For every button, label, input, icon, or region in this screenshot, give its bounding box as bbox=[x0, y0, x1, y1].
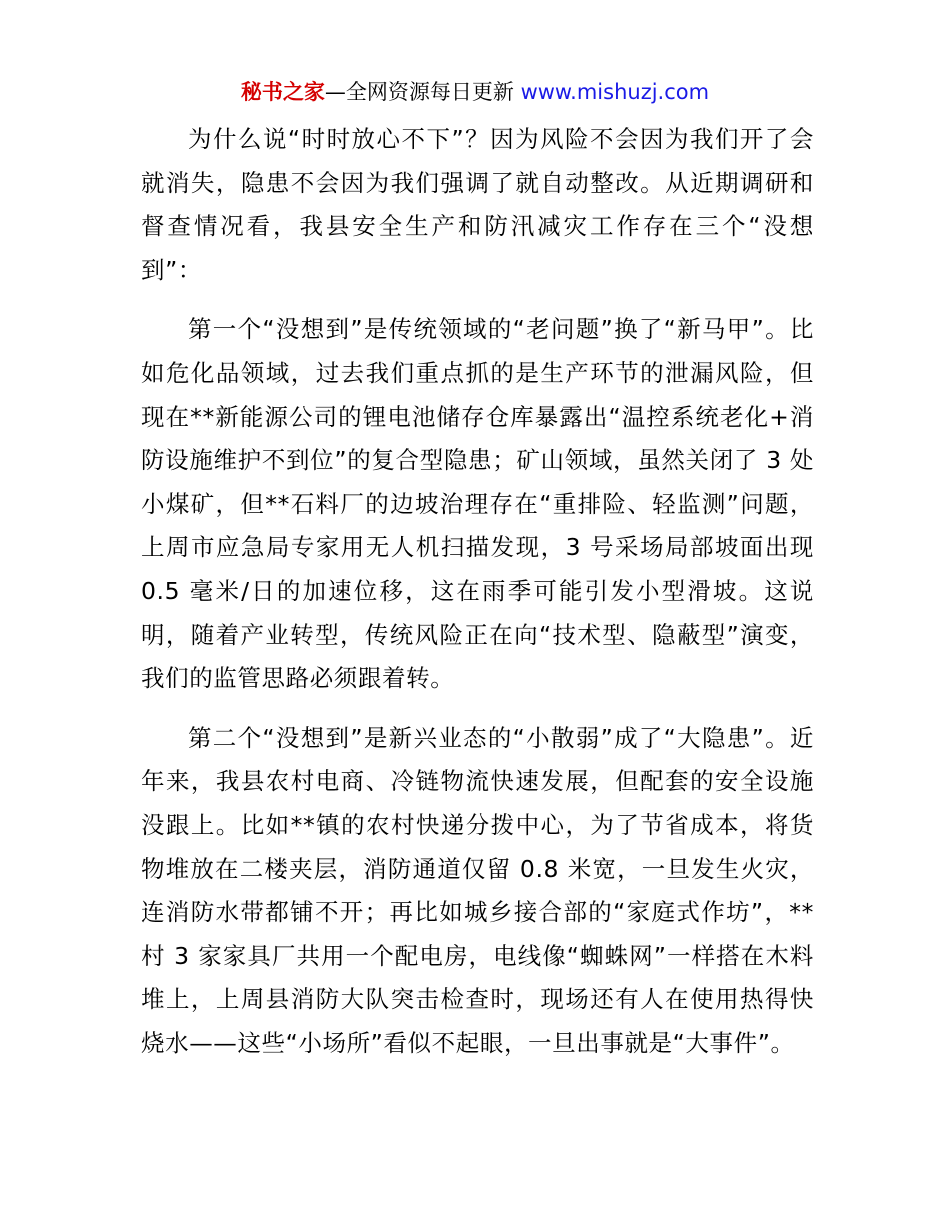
watermark-header bbox=[0, 76, 950, 108]
paragraph-intro: 为什么说“时时放心不下”？因为风险不会因为我们开了会就消失，隐患不会因为我们强调了就自动整改。从近期调研和督查情况看，我县安全生产和防汛减灾工作存在三个“没想到”： bbox=[141, 125, 814, 284]
paragraph-second-unexpected: 第二个“没想到”是新兴业态的“小散弱”成了“大隐患”。近年来，我县农村电商、冷链物流快速发展，但配套的安全设施没跟上。比如**镇的农村快递分拨中心，为了节省成本，将货物堆放在二楼夹层，消防通道仅留 0.8 米宽，一旦发生火灾，连消防水带都铺不开；再比如城乡接合部的“家庭式作坊”，**村 3 家家具厂共用一个配电房，电线像“蜘蛛网”一样搭在木料堆上，上周县消防大队突击检查时，现场还有人在使用热得快烧水——这些“小场所”看似不起眼，一旦出事就是“大事件”。 bbox=[141, 723, 814, 1057]
site-brand: 秘书之家 bbox=[240, 80, 325, 104]
site-tagline: —全网资源每日更新 bbox=[324, 80, 521, 104]
paragraph-first-unexpected: 第一个“没想到”是传统领域的“老问题”换了“新马甲”。比如危化品领域，过去我们重点抓的是生产环节的泄漏风险，但现在**新能源公司的锂电池储存仓库暴露出“温控系统老化+消防设施维护不到位”的复合型隐患；矿山领域，虽然关闭了 3 处小煤矿，但**石料厂的边坡治理存在“重排险、轻监测”问题，上周市应急局专家用无人机扫描发现，3 号采场局部坡面出现 0.5 毫米/日的加速位移，这在雨季可能引发小型滑坡。这说明，随着产业转型，传统风险正在向“技术型、隐蔽型”演变，我们的监管思路必须跟着转。 bbox=[141, 315, 814, 693]
document-body bbox=[141, 118, 814, 1081]
site-url: www.mishuzj.com bbox=[520, 80, 710, 104]
